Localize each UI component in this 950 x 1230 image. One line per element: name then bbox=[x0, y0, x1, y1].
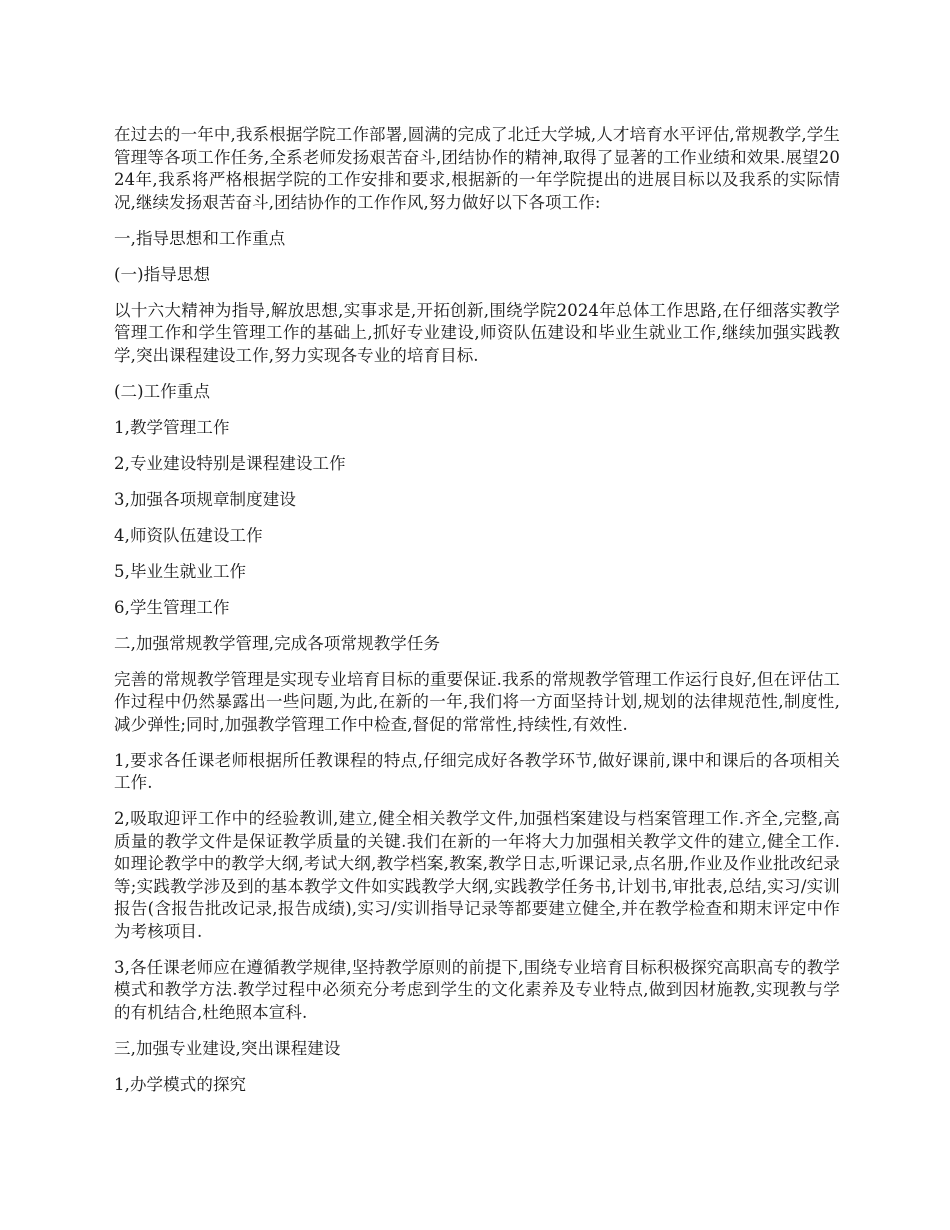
list-item-3: 3,加强各项规章制度建设 bbox=[114, 489, 296, 509]
teaching-point-2: 2,吸取迎评工作中的经验教训,建立,健全相关教学文件,加强档案建设与档案管理工作.齐全,完整,高质量的教学文件是保证教学质量的关键.我们在新的一年将大力加强相关教学文件的建立,健全工作.如理论教学中的教学大纲,考试大纲,教学档案,教案,教学日志,听课记录,点名册,作业及作业批改纪录等;实践教学涉及到的基本教学文件如实践教学大纲,实践教学任务书,计划书,审批表,总结,实习/实训报告(含报告批改记录,报告成绩),实习/实训指导记录等都要建立健全,并在教学检查和期末评定中作为考核项目. bbox=[114, 809, 840, 941]
document-body bbox=[114, 124, 840, 1110]
teaching-point-1: 1,要求各任课老师根据所任教课程的特点,仔细完成好各教学环节,做好课前,课中和课后的各项相关工作. bbox=[114, 750, 840, 792]
list-item-5: 5,毕业生就业工作 bbox=[114, 561, 247, 581]
intro-paragraph: 在过去的一年中,我系根据学院工作部署,圆满的完成了北迁大学城,人才培育水平评估,常规教学,学生管理等各项工作任务,全系老师发扬艰苦奋斗,团结协作的精神,取得了显著的工作业绩和效果.展望2024年,我系将严格根据学院的工作安排和要求,根据新的一年学院提出的进展目标以及我系的实际情况,继续发扬艰苦奋斗,团结协作的工作作风,努力做好以下各项工作: bbox=[114, 125, 840, 212]
list-item-2: 2,专业建设特别是课程建设工作 bbox=[114, 453, 346, 473]
teaching-point-3: 3,各任课老师应在遵循教学规律,坚持教学原则的前提下,围绕专业培育目标积极探究高职高专的教学模式和教学方法.教学过程中必须充分考虑到学生的文化素养及专业特点,做到因材施教,实现教与学的有机结合,杜绝照本宣科. bbox=[114, 957, 840, 1022]
program-point-1: 1,办学模式的探究 bbox=[114, 1074, 247, 1094]
subsection-heading-work-focus: (二)工作重点 bbox=[114, 381, 211, 401]
list-item-1: 1,教学管理工作 bbox=[114, 417, 230, 437]
list-item-6: 6,学生管理工作 bbox=[114, 597, 230, 617]
teaching-management-paragraph: 完善的常规教学管理是实现专业培育目标的重要保证.我系的常规教学管理工作运行良好,但在评估工作过程中仍然暴露出一些问题,为此,在新的一年,我们将一方面坚持计划,规划的法律规范性,制度性,减少弹性;同时,加强教学管理工作中检查,督促的常常性,持续性,有效性. bbox=[114, 669, 840, 734]
section-heading-3: 三,加强专业建设,突出课程建设 bbox=[114, 1038, 341, 1058]
list-item-4: 4,师资队伍建设工作 bbox=[114, 525, 263, 545]
section-heading-2: 二,加强常规教学管理,完成各项常规教学任务 bbox=[114, 633, 441, 653]
subsection-heading-guiding-thought: (一)指导思想 bbox=[114, 264, 211, 284]
section-heading-1: 一,指导思想和工作重点 bbox=[114, 228, 286, 248]
guiding-thought-paragraph: 以十六大精神为指导,解放思想,实事求是,开拓创新,围绕学院2024年总体工作思路,在仔细落实教学管理工作和学生管理工作的基础上,抓好专业建设,师资队伍建设和毕业生就业工作,继续加强实践教学,突出课程建设工作,努力实现各专业的培育目标. bbox=[114, 300, 840, 365]
